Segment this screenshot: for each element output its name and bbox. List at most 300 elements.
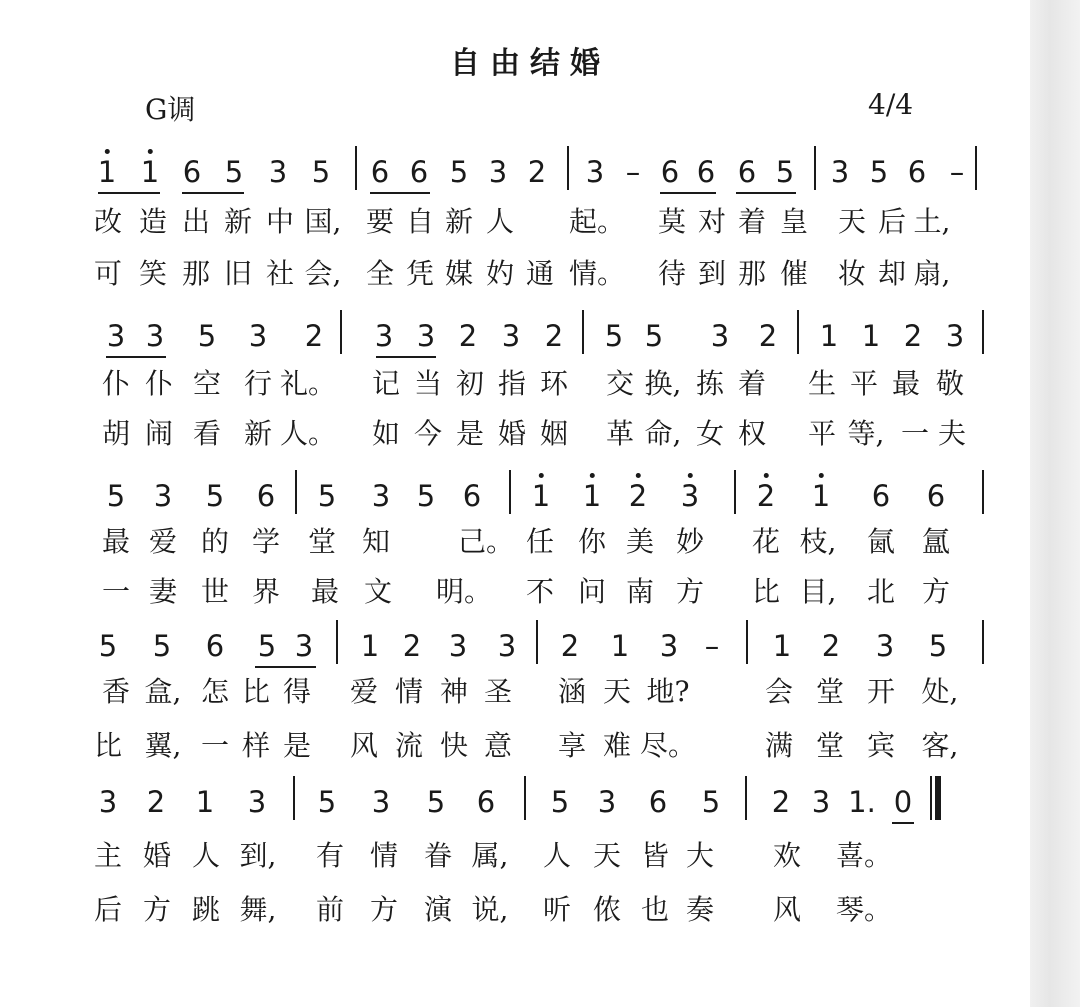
lyric-char: 仆 [144, 367, 174, 400]
note-digit: 6 [926, 479, 946, 513]
note-digit: 0 [893, 785, 913, 819]
lyric-line [0, 672, 1030, 716]
lyric-char: 枝, [799, 525, 837, 558]
note-digit: 3 [659, 629, 679, 663]
lyric-char: 天 [837, 205, 867, 238]
note [876, 626, 894, 666]
lyric-char: 通 [525, 257, 555, 290]
note [561, 626, 579, 666]
note [681, 476, 699, 516]
lyric-char: 平 [849, 367, 879, 400]
lyric-char: 文 [363, 575, 393, 608]
lyric-char: 拣 [695, 367, 725, 400]
note [206, 476, 224, 516]
note-digit: – [704, 629, 720, 663]
note-digit: 5 [644, 319, 664, 353]
lyric-char: 堂 [307, 525, 337, 558]
note [372, 782, 390, 822]
lyric-char: 一 [101, 575, 131, 608]
lyric-char: 新 [243, 417, 273, 450]
note-digit: 3 [247, 785, 267, 819]
note [812, 782, 830, 822]
music-line [0, 782, 1030, 842]
lyric-char: 旧 [223, 257, 253, 290]
beam-underline [182, 192, 244, 194]
note-digit: 3 [501, 319, 521, 353]
note [477, 782, 495, 822]
note-digit: 3 [811, 785, 831, 819]
lyric-char: 跳 [191, 893, 221, 926]
beam-underline [98, 192, 160, 194]
note-digit: 3 [106, 319, 126, 353]
note [661, 152, 679, 192]
lyric-char: 舞, [239, 893, 277, 926]
note [107, 316, 125, 356]
lyric-char: 有 [315, 839, 345, 872]
note-digit: 5 [426, 785, 446, 819]
lyric-char: 最 [310, 575, 340, 608]
lyric-char: 到, [239, 839, 277, 872]
lyric-char: 北 [866, 575, 896, 608]
note-digit: 3 [98, 785, 118, 819]
note-digit: 3 [597, 785, 617, 819]
note [403, 626, 421, 666]
bar-line [982, 620, 984, 664]
note [894, 782, 912, 822]
lyric-char: 一 [900, 417, 930, 450]
lyric-char: 处, [921, 675, 959, 708]
lyric-char: 情 [369, 839, 399, 872]
note-digit: 2 [458, 319, 478, 353]
note [258, 626, 276, 666]
note [927, 476, 945, 516]
lyric-char: 礼。 [279, 367, 337, 400]
note-digit: 3 [448, 629, 468, 663]
note [417, 316, 435, 356]
page-edge [1030, 0, 1080, 1007]
note [248, 782, 266, 822]
lyric-char: 媒 [444, 257, 474, 290]
note-digit: 3 [153, 479, 173, 513]
lyric-char: 国, [304, 205, 342, 238]
note [183, 152, 201, 192]
note-digit: 2 [560, 629, 580, 663]
note-digit: 2 [544, 319, 564, 353]
note [146, 316, 164, 356]
lyric-char: 快 [439, 729, 469, 762]
final-bar-thin [930, 776, 932, 820]
lyric-char: 得 [282, 675, 312, 708]
note-digit: 5 [449, 155, 469, 189]
lyric-char: 是 [282, 729, 312, 762]
note [99, 626, 117, 666]
octave-dot [764, 473, 769, 478]
lyric-char: 香 [101, 675, 131, 708]
note-digit: 5 [928, 629, 948, 663]
note-digit: 2 [304, 319, 324, 353]
note [598, 782, 616, 822]
note-digit: 3 [294, 629, 314, 663]
note-digit: 6 [182, 155, 202, 189]
beam-underline [370, 192, 430, 194]
note [463, 476, 481, 516]
note-digit: 3 [875, 629, 895, 663]
lyric-char: 客, [921, 729, 959, 762]
note [605, 316, 623, 356]
lyric-char: 夫 [937, 417, 967, 450]
lyric-char: 权 [737, 417, 767, 450]
beam-underline [660, 192, 716, 194]
lyric-char: 却 [877, 257, 907, 290]
lyric-char: 南 [625, 575, 655, 608]
note [872, 476, 890, 516]
lyric-char: 今 [413, 417, 443, 450]
beam-underline [106, 356, 166, 358]
lyric-char: 情 [394, 675, 424, 708]
note-digit: 6 [660, 155, 680, 189]
note-digit: 5 [775, 155, 795, 189]
lyric-char: 满 [764, 729, 794, 762]
note-digit: 5 [224, 155, 244, 189]
note-digit: 5 [311, 155, 331, 189]
lyric-char: 人 [542, 839, 572, 872]
octave-dot [688, 473, 693, 478]
note-digit: 1 [531, 479, 551, 513]
lyric-char: 命, [644, 417, 682, 450]
note-digit: 2 [758, 319, 778, 353]
note-digit: 2 [771, 785, 791, 819]
note [459, 316, 477, 356]
note-digit: 1 [811, 479, 831, 513]
bar-line [982, 310, 984, 354]
note-digit: 1 [819, 319, 839, 353]
lyric-char: 造 [138, 205, 168, 238]
lyric-char: 如 [371, 417, 401, 450]
lyric-char: 换, [644, 367, 682, 400]
lyric-char: 眷 [423, 839, 453, 872]
note [489, 152, 507, 192]
note-digit: 5 [416, 479, 436, 513]
note-digit: 5 [701, 785, 721, 819]
lyric-char: 喜。 [835, 839, 893, 872]
note-digit: 3 [497, 629, 517, 663]
octave-dot [539, 473, 544, 478]
lyric-char: 也 [640, 893, 670, 926]
note [908, 152, 926, 192]
note [697, 152, 715, 192]
note [295, 626, 313, 666]
lyric-char: 最 [101, 525, 131, 558]
key-signature: G调 [145, 93, 196, 126]
note [757, 476, 775, 516]
lyric-char: 婚 [142, 839, 172, 872]
lyric-char: 中 [265, 205, 295, 238]
lyric-char: 是 [455, 417, 485, 450]
lyric-char: 最 [891, 367, 921, 400]
lyric-char: 妁 [485, 257, 515, 290]
lyric-line [0, 522, 1030, 566]
note-digit: 1 [195, 785, 215, 819]
lyric-char: 难 [602, 729, 632, 762]
lyric-char: 盒, [144, 675, 182, 708]
lyric-char: 比 [241, 675, 271, 708]
note [375, 316, 393, 356]
note [649, 782, 667, 822]
lyric-char: 待 [657, 257, 687, 290]
bar-line [355, 146, 357, 190]
lyric-char: 翼, [144, 729, 182, 762]
lyric-char: 涵 [557, 675, 587, 708]
lyric-char: 己。 [457, 525, 515, 558]
note [305, 316, 323, 356]
bar-line [734, 470, 736, 514]
note-digit: 5 [152, 629, 172, 663]
time-signature: 4/4 [868, 88, 914, 121]
note-digit: 5 [98, 629, 118, 663]
lyric-char: 指 [497, 367, 527, 400]
note [862, 316, 880, 356]
lyric-char: 皆 [640, 839, 670, 872]
note [225, 152, 243, 192]
note-digit: 5 [106, 479, 126, 513]
note-digit: 3 [945, 319, 965, 353]
note-digit: 3 [268, 155, 288, 189]
lyric-char: 琴。 [835, 893, 893, 926]
note [154, 476, 172, 516]
octave-dot [636, 473, 641, 478]
note [269, 152, 287, 192]
note [98, 152, 116, 192]
note-digit: 1 [360, 629, 380, 663]
lyric-char: 方 [921, 575, 951, 608]
lyric-char: 闹 [144, 417, 174, 450]
note [776, 152, 794, 192]
note-digit: 6 [205, 629, 225, 663]
lyric-char: 尽。 [639, 729, 697, 762]
note-digit: 6 [696, 155, 716, 189]
note [371, 152, 389, 192]
lyric-char: 要 [365, 205, 395, 238]
lyric-char: 你 [577, 525, 607, 558]
lyric-char: 妆 [837, 257, 867, 290]
note-digit: – [625, 155, 641, 189]
lyric-line [0, 836, 1030, 880]
note-digit: 2 [527, 155, 547, 189]
note-digit: 3 [585, 155, 605, 189]
final-bar-thick [935, 776, 941, 820]
note [532, 476, 550, 516]
lyric-char: 人 [485, 205, 515, 238]
lyric-char: 比 [751, 575, 781, 608]
note-digit: 6 [871, 479, 891, 513]
lyric-char: 那 [737, 257, 767, 290]
lyric-line [0, 890, 1030, 934]
beam-underline [376, 356, 436, 358]
note [929, 626, 947, 666]
lyric-char: 会, [304, 257, 342, 290]
lyric-char: 交 [605, 367, 635, 400]
bar-line [340, 310, 342, 354]
lyric-char: 社 [265, 257, 295, 290]
song-title: 自由结婚 [450, 46, 610, 81]
note [312, 152, 330, 192]
lyric-char: 初 [455, 367, 485, 400]
lyric-char: 怎 [200, 675, 230, 708]
lyric-char: 任 [525, 525, 555, 558]
note [904, 316, 922, 356]
note [107, 476, 125, 516]
lyric-char: 比 [93, 729, 123, 762]
lyric-char: 侬 [592, 893, 622, 926]
lyric-char: 氲 [921, 525, 951, 558]
lyric-char: 改 [93, 205, 123, 238]
lyric-char: 演 [423, 893, 453, 926]
lyric-char: 起。 [568, 205, 626, 238]
note-digit: 2 [903, 319, 923, 353]
bar-line [524, 776, 526, 820]
lyric-char: 平 [807, 417, 837, 450]
lyric-line [0, 414, 1030, 458]
lyric-char: 欢 [772, 839, 802, 872]
bar-line [295, 470, 297, 514]
note [372, 476, 390, 516]
note [318, 476, 336, 516]
bar-line [536, 620, 538, 664]
lyric-char: 当 [413, 367, 443, 400]
lyric-line [0, 202, 1030, 246]
lyric-char: 催 [779, 257, 809, 290]
note-digit: 3 [488, 155, 508, 189]
note [950, 152, 965, 192]
note-digit: 2 [402, 629, 422, 663]
lyric-char: 堂 [815, 675, 845, 708]
lyric-char: 风 [349, 729, 379, 762]
note-digit: 5 [869, 155, 889, 189]
note [427, 782, 445, 822]
note-digit: 5 [604, 319, 624, 353]
note [99, 782, 117, 822]
note-digit: 3 [248, 319, 268, 353]
lyric-char: 目, [799, 575, 837, 608]
note [249, 316, 267, 356]
lyric-char: 行 [243, 367, 273, 400]
lyric-line [0, 726, 1030, 770]
lyric-char: 记 [371, 367, 401, 400]
note [645, 316, 663, 356]
bar-line [975, 146, 977, 190]
note [702, 782, 720, 822]
lyric-char: 的 [200, 525, 230, 558]
lyric-char: 一 [200, 729, 230, 762]
note-digit: – [949, 155, 965, 189]
note [583, 476, 601, 516]
lyric-char: 革 [605, 417, 635, 450]
note [498, 626, 516, 666]
note-digit: 5 [257, 629, 277, 663]
lyric-char: 人 [191, 839, 221, 872]
lyric-char: 知 [361, 525, 391, 558]
note-digit: 5 [317, 785, 337, 819]
lyric-char: 后 [93, 893, 123, 926]
lyric-char: 生 [807, 367, 837, 400]
note [629, 476, 647, 516]
lyric-char: 宾 [866, 729, 896, 762]
lyric-char: 明。 [435, 575, 493, 608]
note [773, 626, 791, 666]
note [417, 476, 435, 516]
lyric-char: 神 [439, 675, 469, 708]
lyric-char: 新 [223, 205, 253, 238]
note-digit: 6 [648, 785, 668, 819]
note [153, 626, 171, 666]
note-digit: 2 [756, 479, 776, 513]
octave-dot [819, 473, 824, 478]
note-digit: 6 [370, 155, 390, 189]
note-digit: 5 [205, 479, 225, 513]
lyric-char: 世 [200, 575, 230, 608]
lyric-char: 美 [625, 525, 655, 558]
note-digit: 1 [772, 629, 792, 663]
note-digit: 6 [462, 479, 482, 513]
lyric-char: 女 [695, 417, 725, 450]
note-digit: 6 [409, 155, 429, 189]
note-digit: 5 [317, 479, 337, 513]
lyric-char: 爱 [148, 525, 178, 558]
octave-dot [148, 149, 153, 154]
note [196, 782, 214, 822]
lyric-char: 扇, [913, 257, 951, 290]
note-digit: 3 [680, 479, 700, 513]
lyric-line [0, 254, 1030, 298]
lyric-char: 全 [365, 257, 395, 290]
lyric-char: 圣 [483, 675, 513, 708]
note-digit: 2 [628, 479, 648, 513]
bar-line [582, 310, 584, 354]
lyric-char: 开 [866, 675, 896, 708]
lyric-char: 看 [192, 417, 222, 450]
lyric-char: 出 [181, 205, 211, 238]
lyric-char: 天 [602, 675, 632, 708]
note [711, 316, 729, 356]
lyric-char: 花 [751, 525, 781, 558]
lyric-char: 天 [592, 839, 622, 872]
note [848, 782, 876, 822]
lyric-char: 敬 [935, 367, 965, 400]
lyric-char: 环 [539, 367, 569, 400]
note [611, 626, 629, 666]
note-digit: 6 [476, 785, 496, 819]
beam-underline [255, 666, 316, 668]
lyric-char: 空 [192, 367, 222, 400]
lyric-char: 主 [93, 839, 123, 872]
note [759, 316, 777, 356]
lyric-char: 后 [877, 205, 907, 238]
lyric-char: 妻 [148, 575, 178, 608]
lyric-char: 问 [577, 575, 607, 608]
lyric-char: 属, [471, 839, 509, 872]
lyric-char: 样 [241, 729, 271, 762]
lyric-char: 皇 [779, 205, 809, 238]
lyric-char: 方 [369, 893, 399, 926]
lyric-char: 等, [847, 417, 885, 450]
lyric-char: 奏 [685, 893, 715, 926]
lyric-char: 地? [646, 675, 690, 708]
note-digit: 3 [374, 319, 394, 353]
bar-line [745, 776, 747, 820]
lyric-char: 氤 [866, 525, 896, 558]
lyric-char: 莫 [657, 205, 687, 238]
lyric-char: 对 [697, 205, 727, 238]
